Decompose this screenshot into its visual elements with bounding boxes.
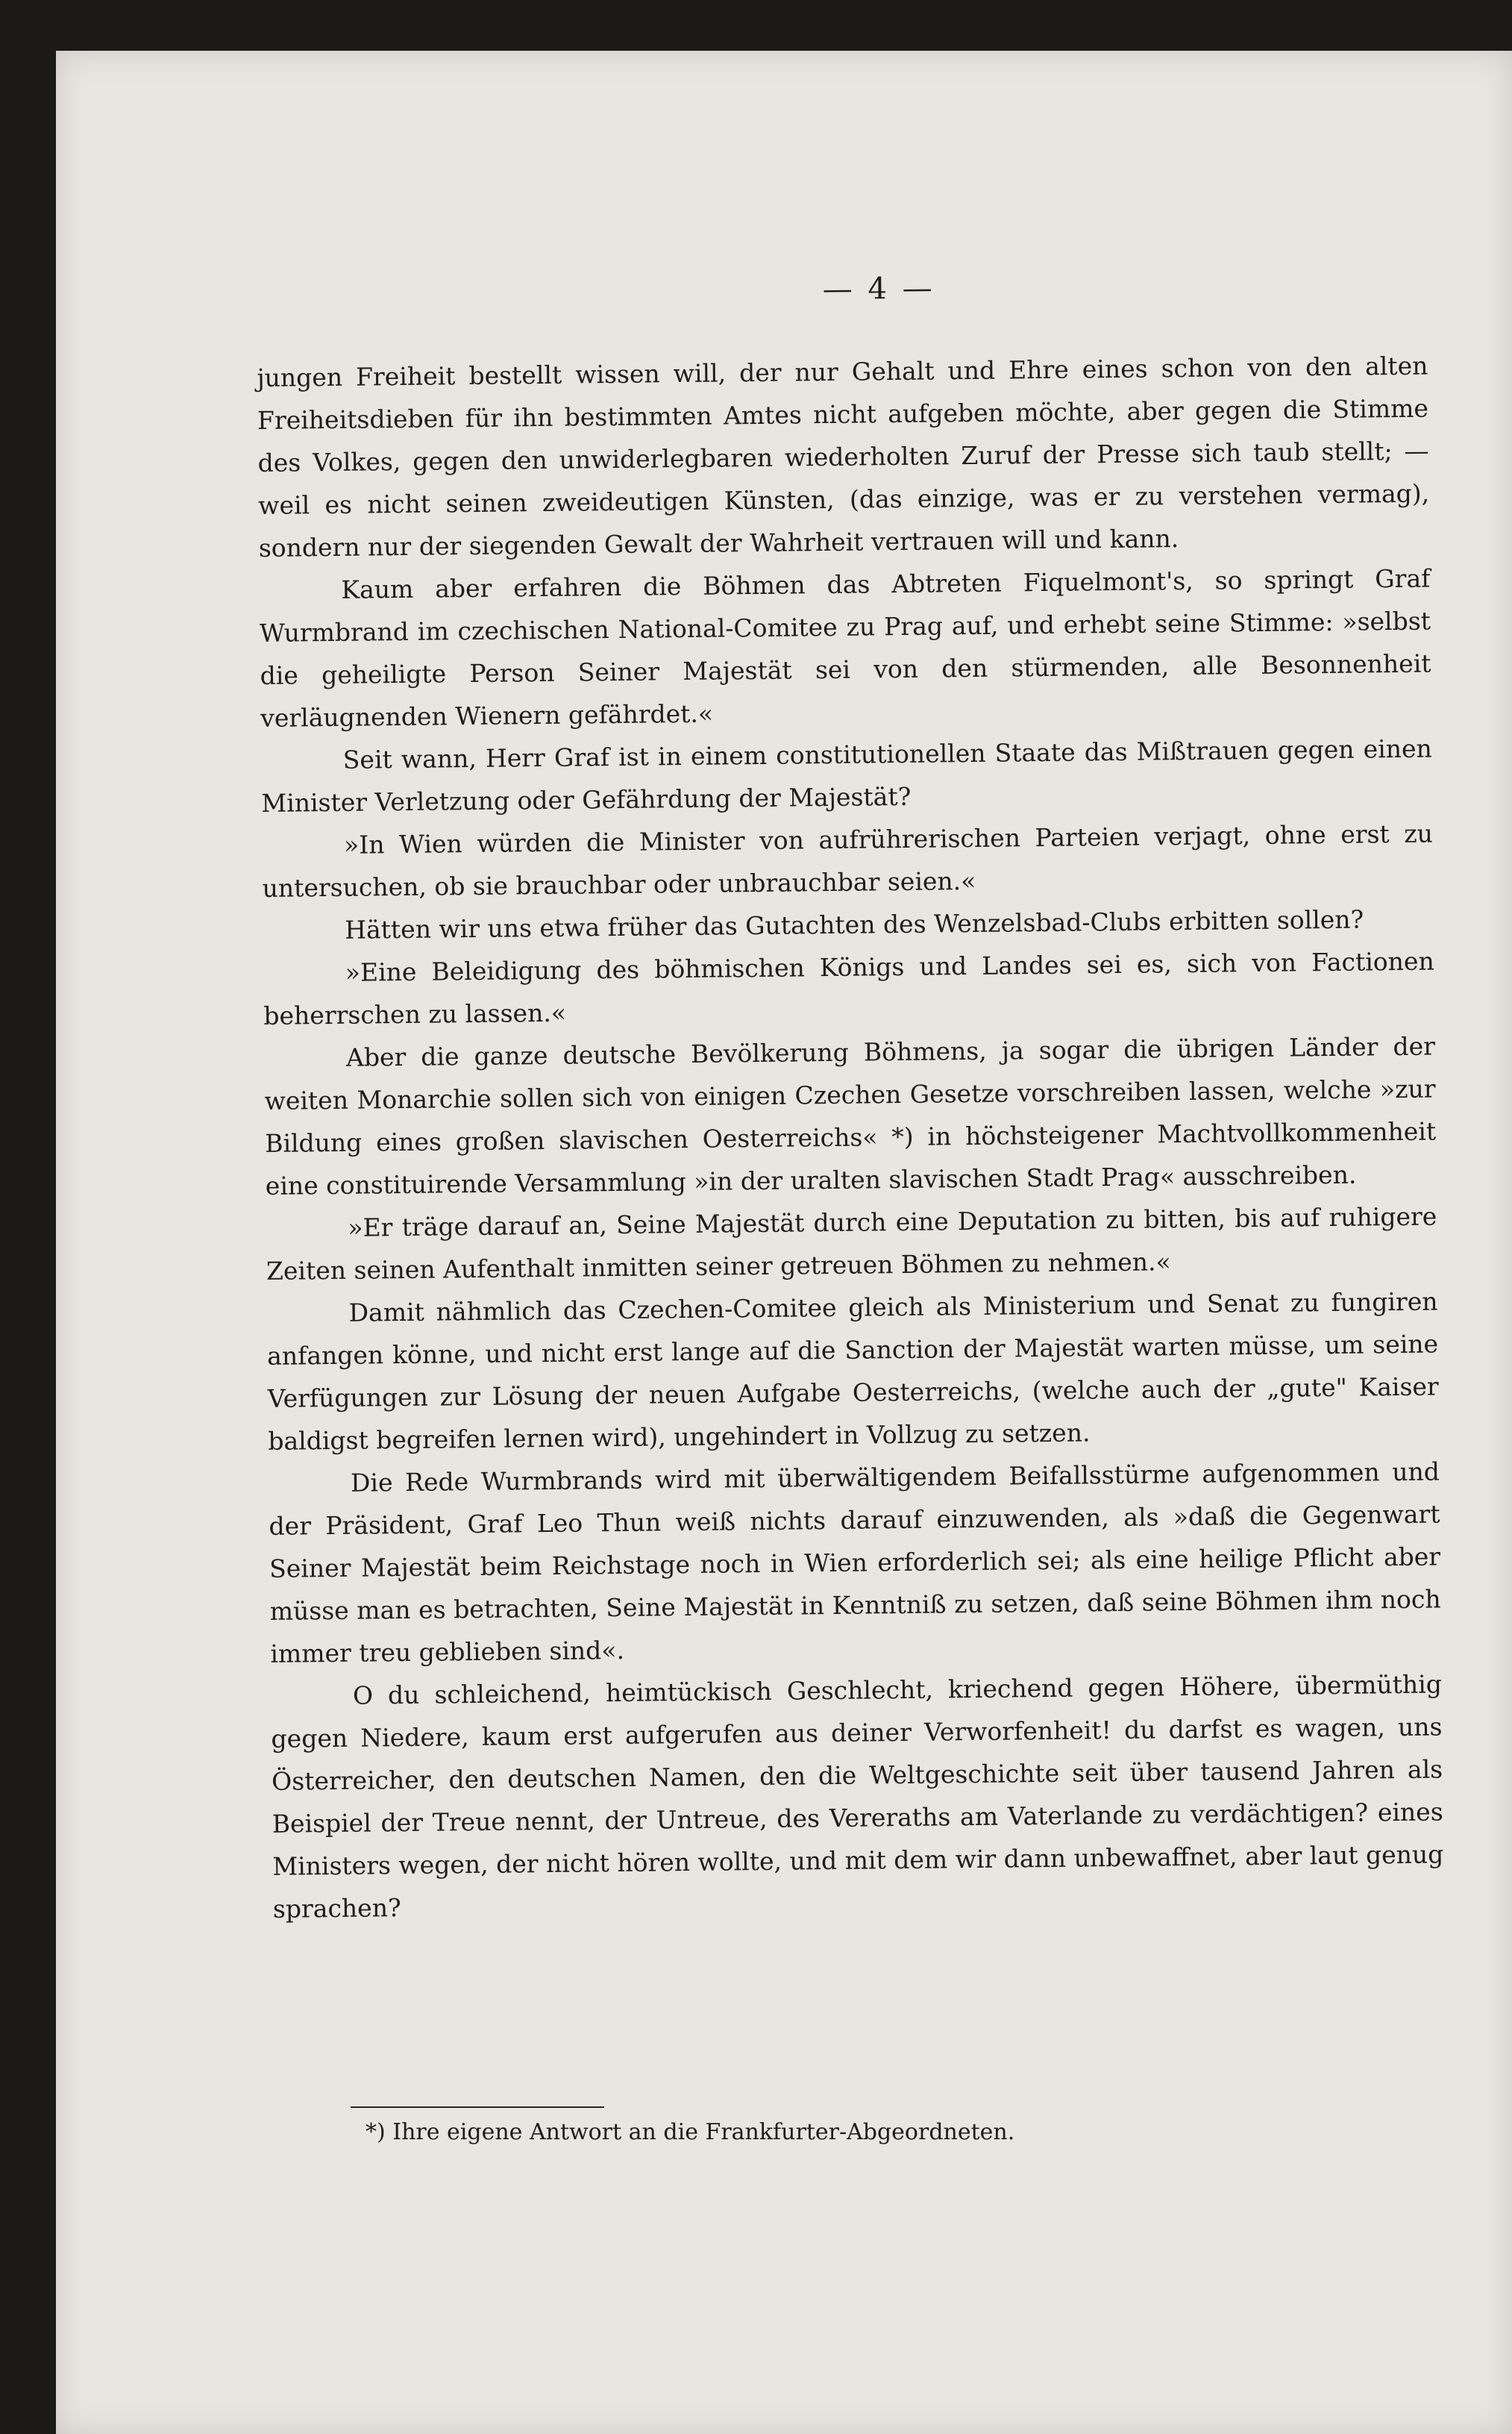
paragraph-3: Seit wann, Herr Graf ist in einem constitutionellen Staate das Mißtrauen gegen einen Minister Verletzung oder Gefährdung der Majestät? xyxy=(261,733,1432,818)
paragraph-10: Die Rede Wurmbrands wird mit überwältigendem Beifallsstürme aufgenommen und der Präsident, Graf Leo Thun weiß nichts darauf einzuwenden, als »daß die Gegenwart Seiner Majestät beim Reichstage noch in Wien erforderlich sei; als eine heilige Pflicht aber müsse man es betrachten, Seine Majestät in Kenntniß zu setzen, daß seine Böhmen ihm noch immer treu geblieben sind«. xyxy=(269,1457,1441,1668)
paragraph-11: O du schleichend, heimtückisch Geschlecht, kriechend gegen Höhere, übermüthig gegen Niedere, kaum erst aufgerufen aus deiner Verworfenheit! du darfst es wagen, uns Österreicher, den deutschen Namen, den die Weltgeschichte seit über tausend Jahren als Beispiel der Treue nennt, der Untreue, des Vereraths am Vaterlande zu verdächtigen? eines Ministers wegen, der nicht hören wollte, und mit dem wir dann unbewaffnet, aber laut genug sprachen? xyxy=(271,1669,1444,1924)
page-number: — 4 — xyxy=(822,271,935,307)
footnote: *) Ihre eigene Antwort an die Frankfurter-Abgeordneten. xyxy=(366,2119,1015,2145)
paragraph-7: Aber die ganze deutsche Bevölkerung Böhmens, ja sogar die übrigen Länder der weiten Monarchie sollen sich von einigen Czechen Gesetze vorschreiben lassen, welche »zur Bildung eines großen slavischen Oesterreichs« *) in höchsteigener Machtvollkommenheit eine constituirende Versammlung »in der uralten slavischen Stadt Prag« ausschreiben. xyxy=(264,1031,1437,1201)
paragraph-8: »Er träge darauf an, Seine Majestät durch eine Deputation zu bitten, bis auf ruhigere Zeiten seinen Aufenthalt inmitten seiner getreuen Böhmen zu nehmen.« xyxy=(266,1201,1437,1286)
paragraph-6: »Eine Beleidigung des böhmischen Königs und Landes sei es, sich von Factionen beherrschen zu lassen.« xyxy=(263,946,1434,1030)
paragraph-4: »In Wien würden die Minister von aufrührerischen Parteien verjagt, ohne erst zu untersuchen, ob sie brauchbar oder unbrauchbar seien.« xyxy=(262,819,1434,903)
book-page xyxy=(56,51,1512,2434)
paragraph-1: jungen Freiheit bestellt wissen will, der nur Gehalt und Ehre eines schon von den alten Freiheitsdieben für ihn bestimmten Amtes nicht aufgeben möchte, aber gegen die Stimme des Volkes, gegen den unwiderlegbaren wiederholten Zuruf der Presse sich taub stellt; — weil es nicht seinen zweideutigen Künsten, (das einzige, was er zu verstehen vermag), sondern nur der siegenden Gewalt der Wahrheit vertrauen will und kann. xyxy=(257,351,1430,563)
paragraph-5: Hätten wir uns etwa früher das Gutachten des Wenzelsbad-Clubs erbitten sollen? xyxy=(344,904,1364,945)
page-content xyxy=(256,263,1444,1924)
paragraph-2: Kaum aber erfahren die Böhmen das Abtreten Fiquelmont's, so springt Graf Wurmbrand im czechischen National-Comitee zu Prag auf, und erhebt seine Stimme: »selbst die geheiligte Person Seiner Majestät sei von den stürmenden, alle Besonnenheit verläugnenden Wienern gefährdet.« xyxy=(259,563,1431,733)
page-body xyxy=(257,345,1444,1930)
paragraph-9: Damit nähmlich das Czechen-Comitee gleich als Ministerium und Senat zu fungiren anfangen könne, und nicht erst lange auf die Sanction der Majestät warten müsse, um seine Verfügungen zur Lösung der neuen Aufgabe Oesterreichs, (welche auch der „gute" Kaiser baldigst begreifen lernen wird), ungehindert in Vollzug zu setzen. xyxy=(266,1286,1439,1456)
footnote-divider xyxy=(351,2106,604,2108)
